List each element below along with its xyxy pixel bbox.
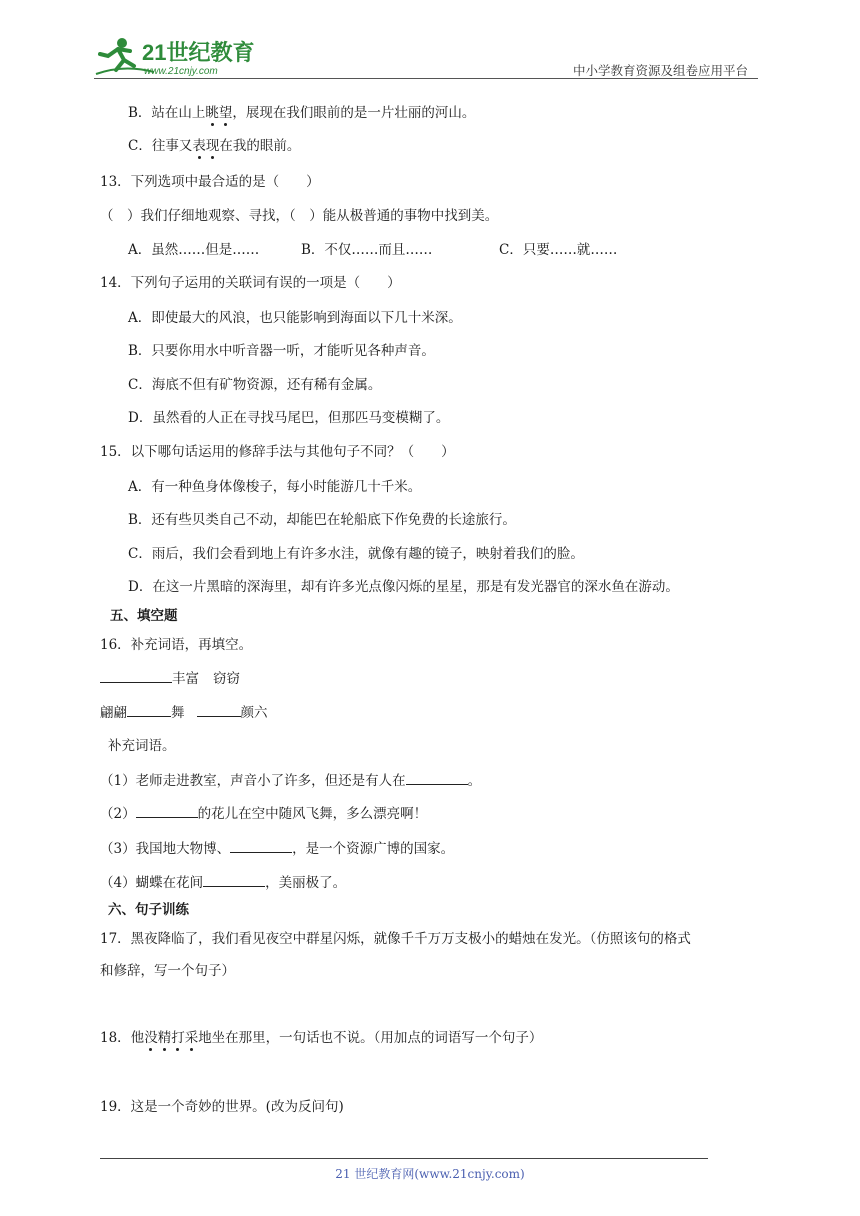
q14-option-c: C．海底不但有矿物资源，还有稀有金属。 (128, 377, 382, 393)
q15-stem: 15．以下哪句话运用的修辞手法与其他句子不同？（ ） (100, 444, 455, 460)
answer-blank[interactable] (203, 873, 265, 887)
q15-option-b: B．还有些贝类自己不动，却能巴在轮船底下作免费的长途旅行。 (128, 512, 516, 528)
q15-option-c: C．雨后，我们会看到地上有许多水洼，就像有趣的镜子，映射着我们的脸。 (128, 546, 584, 562)
q16-sentence-2: （2） 的花儿在空中随风飞舞，多么漂亮啊！ (100, 806, 428, 822)
q17-line-2: 和修辞，写一个句子） (100, 963, 235, 979)
running-man-logo-icon (94, 34, 264, 78)
q18-text: 18．他没精打采地坐在那里，一句话也不说。（用加点的词语写一个句子） (100, 1030, 543, 1046)
q13-option-a: A．虽然……但是…… (128, 242, 260, 258)
q13-sentence: （ ）我们仔细地观察、寻找，（ ）能从极普通的事物中找到美。 (100, 208, 499, 224)
q16-word-row-1: 丰富 窃窃 (100, 669, 240, 688)
emphasis-dot-char: 采 (184, 1030, 199, 1046)
emphasis-dot-char: 眺 (205, 105, 219, 121)
q13-stem: 13．下列选项中最合适的是（ ） (100, 174, 320, 190)
q13-option-b: B．不仅……而且…… (301, 242, 433, 258)
logo-url: www.21cnjy.com (144, 66, 218, 77)
platform-name: 中小学教育资源及组卷应用平台 (573, 63, 749, 78)
emphasis-dot-char: 打 (171, 1030, 185, 1046)
section-heading-fill-in: 五、填空题 (110, 608, 178, 624)
answer-blank[interactable] (230, 839, 292, 853)
header-divider (94, 78, 758, 79)
q16-word-row-2: 翩翩 舞 颜六 (100, 705, 268, 721)
q17-line-1: 17．黑夜降临了，我们看见夜空中群星闪烁，就像千千万万支极小的蜡烛在发光。（仿照该句的格式 (100, 931, 691, 947)
q16-sentence-1: （1）老师走进教室，声音小了许多，但还是有人在 。 (100, 773, 482, 789)
q16-stem: 16．补充词语，再填空。 (100, 637, 253, 653)
q12-option-b: B．站在山上眺望，展现在我们眼前的是一片壮丽的河山。 (128, 105, 476, 121)
q15-option-a: A．有一种鱼身体像梭子，每小时能游几十千米。 (128, 479, 422, 495)
site-logo (94, 34, 264, 78)
q14-option-d: D．虽然看的人正在寻找马尾巴，但那匹马变模糊了。 (128, 410, 450, 426)
q16-sub-instruction: 补充词语。 (108, 738, 176, 754)
logo-text: 21世纪教育 (142, 40, 255, 65)
q19-text: 19．这是一个奇妙的世界。(改为反问句) (100, 1099, 344, 1115)
q14-option-b: B．只要你用水中听音器一听，才能听见各种声音。 (128, 343, 435, 359)
emphasis-dot-char: 望 (218, 105, 233, 121)
answer-blank[interactable] (127, 703, 171, 717)
q13-option-c: C．只要……就…… (499, 242, 618, 258)
q14-option-a: A．即使最大的风浪，也只能影响到海面以下几十米深。 (128, 310, 462, 326)
answer-blank[interactable] (100, 669, 172, 683)
q15-option-d: D．在这一片黑暗的深海里，却有许多光点像闪烁的星星，那是有发光器官的深水鱼在游动。 (128, 579, 679, 595)
q14-stem: 14．下列句子运用的关联词有误的一项是（ ） (100, 275, 401, 291)
q12-option-c: C．往事又表现在我的眼前。 (128, 138, 301, 154)
emphasis-dot-char: 精 (157, 1030, 172, 1046)
section-heading-sentence-training: 六、句子训练 (108, 902, 189, 918)
q16-sentence-3: （3）我国地大物博、 ，是一个资源广博的国家。 (100, 841, 455, 857)
emphasis-dot-char: 表 (192, 138, 206, 154)
footer-divider (100, 1158, 708, 1159)
answer-blank[interactable] (406, 771, 468, 785)
q16-sentence-4: （4）蝴蝶在花间 ，美丽极了。 (100, 875, 347, 891)
emphasis-dot-char: 没 (144, 1030, 158, 1046)
footer-source: 21 世纪教育网(www.21cnjy.com) (335, 1167, 525, 1181)
answer-blank[interactable] (197, 703, 241, 717)
emphasis-dot-char: 现 (205, 138, 220, 154)
answer-blank[interactable] (136, 804, 198, 818)
